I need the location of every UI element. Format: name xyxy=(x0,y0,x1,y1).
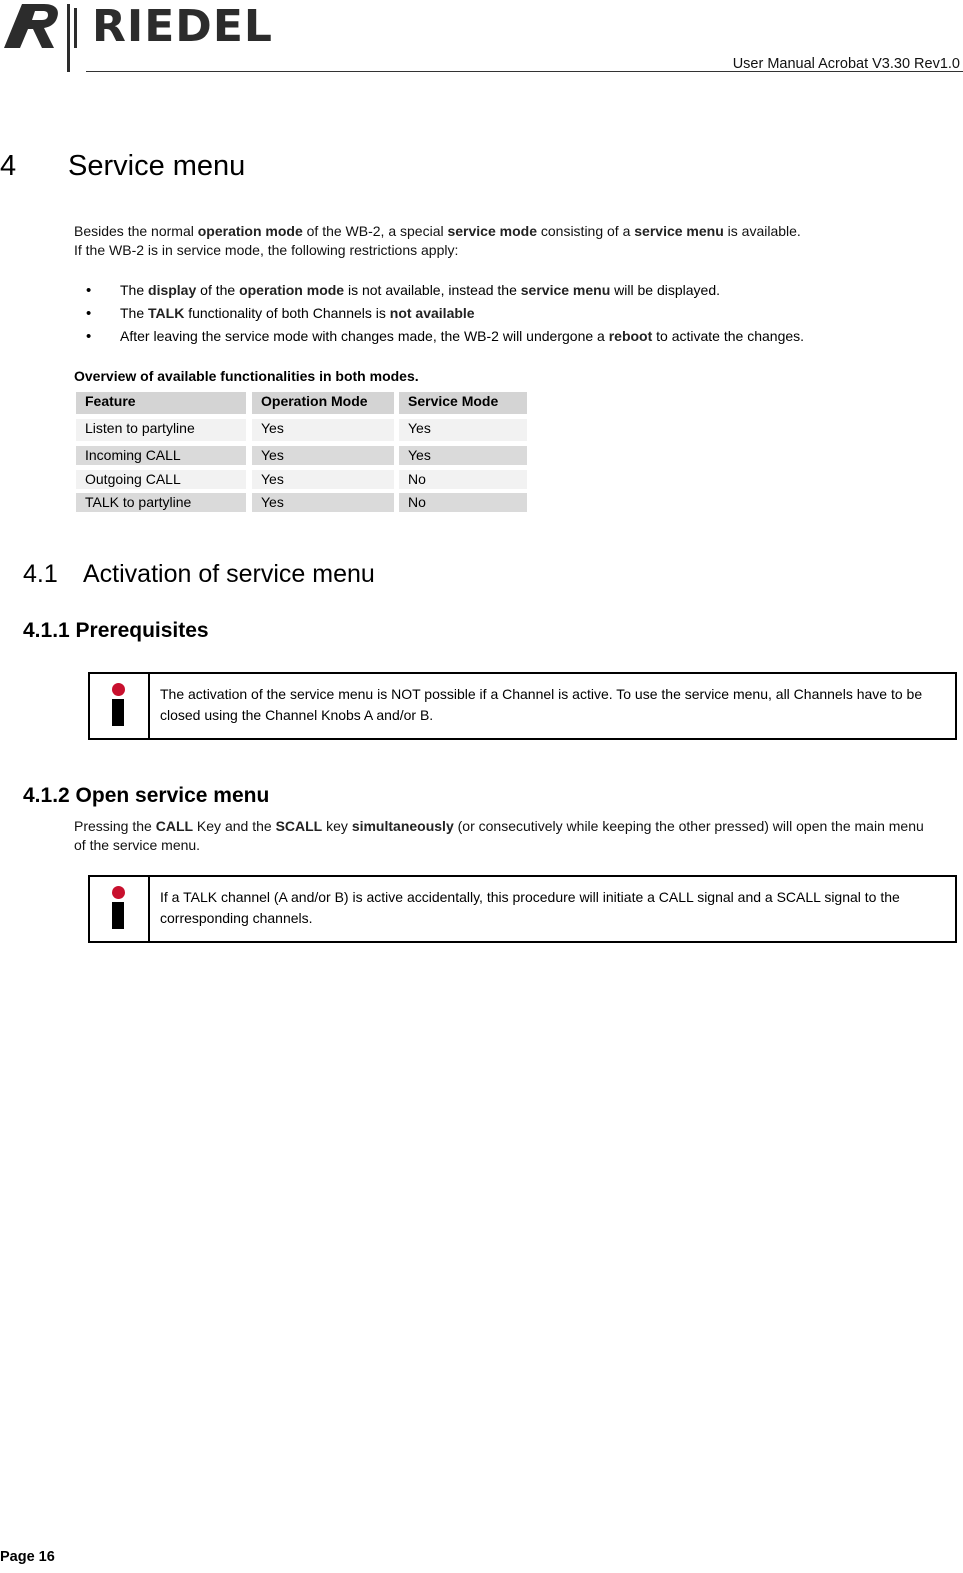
keyword: operation mode xyxy=(239,282,345,298)
table-cell: Yes xyxy=(252,493,394,512)
keyword: reboot xyxy=(608,328,653,344)
subsection-heading: 4.1.2 Open service menu xyxy=(23,784,270,807)
text-run: of the xyxy=(196,282,240,298)
list-item xyxy=(74,325,804,348)
text-run: Besides the normal xyxy=(74,223,198,239)
text-run: to activate the changes. xyxy=(652,328,805,344)
info-icon xyxy=(90,674,150,738)
keyword: SCALL xyxy=(275,818,323,834)
table-cell: No xyxy=(399,470,527,489)
info-note xyxy=(88,672,957,740)
chapter-heading xyxy=(0,150,245,183)
table-cell: TALK to partyline xyxy=(76,493,246,512)
text-run: The xyxy=(120,305,149,321)
keyword: CALL xyxy=(155,818,194,834)
section-number: 4.1 xyxy=(23,560,58,588)
text-run: Key and the xyxy=(193,818,276,834)
text-run: is not available, instead the xyxy=(344,282,521,298)
text-run: is available. xyxy=(723,223,801,239)
text-run: Pressing the xyxy=(74,818,156,834)
note-text: The activation of the service menu is NOT possible if a Channel is active. To use the service menu, all Channels have to be closed using the Channel Knobs A and/or B. xyxy=(160,686,923,723)
text-run: will be displayed. xyxy=(610,282,720,298)
page-number: Page 16 xyxy=(0,1549,55,1565)
riedel-logo-bars xyxy=(67,0,81,74)
text-run: consisting of a xyxy=(536,223,635,239)
table-cell: Yes xyxy=(252,470,394,489)
text-run: key xyxy=(322,818,352,834)
table-cell: Yes xyxy=(252,419,394,441)
keyword: not available xyxy=(389,305,475,321)
text-run: After leaving the service mode with changes made, the WB-2 will undergone a xyxy=(120,328,609,344)
keyword: service mode xyxy=(447,223,537,239)
riedel-logo-mark xyxy=(0,0,62,50)
subsection-heading: 4.1.1 Prerequisites xyxy=(23,619,209,642)
body-paragraph xyxy=(74,817,934,855)
keyword: TALK xyxy=(148,305,185,321)
text-run: functionality of both Channels is xyxy=(184,305,390,321)
table-header-cell: Service Mode xyxy=(399,392,527,414)
info-note xyxy=(88,875,957,943)
table-cell: No xyxy=(399,493,527,512)
section-heading xyxy=(23,560,375,589)
intro-paragraph xyxy=(74,222,801,260)
chapter-number: 4 xyxy=(0,150,17,182)
list-item xyxy=(74,302,804,325)
keyword: service menu xyxy=(634,223,724,239)
keyword: service menu xyxy=(520,282,611,298)
table-caption: Overview of available functionalities in both modes. xyxy=(74,368,419,384)
text-run: If the WB-2 is in service mode, the following restrictions apply: xyxy=(74,242,459,258)
section-title: Activation of service menu xyxy=(83,560,375,588)
table-cell: Incoming CALL xyxy=(76,446,246,465)
note-text: If a TALK channel (A and/or B) is active accidentally, this procedure will initiate a CALL signal and a SCALL signal to the corresponding channels. xyxy=(160,889,900,926)
table-cell: Yes xyxy=(399,419,527,441)
chapter-title: Service menu xyxy=(68,150,246,182)
document-title: User Manual Acrobat V3.30 Rev1.0 xyxy=(732,56,960,72)
text-run: of the WB-2, a special xyxy=(302,223,448,239)
brand-name: RIEDEL xyxy=(92,1,273,52)
table-header-cell: Feature xyxy=(76,392,246,414)
table-cell: Yes xyxy=(399,446,527,465)
restrictions-list xyxy=(74,279,804,348)
text-run: The xyxy=(120,282,149,298)
text-run: (or consecutively while keeping the other pressed) will open the main menu of the service menu. xyxy=(74,818,924,853)
keyword: simultaneously xyxy=(351,818,454,834)
list-item xyxy=(74,279,804,302)
table-cell: Yes xyxy=(252,446,394,465)
table-header-cell: Operation Mode xyxy=(252,392,394,414)
info-icon xyxy=(90,877,150,941)
keyword: display xyxy=(148,282,197,298)
keyword: operation mode xyxy=(197,223,303,239)
table-cell: Listen to partyline xyxy=(76,419,246,441)
table-cell: Outgoing CALL xyxy=(76,470,246,489)
